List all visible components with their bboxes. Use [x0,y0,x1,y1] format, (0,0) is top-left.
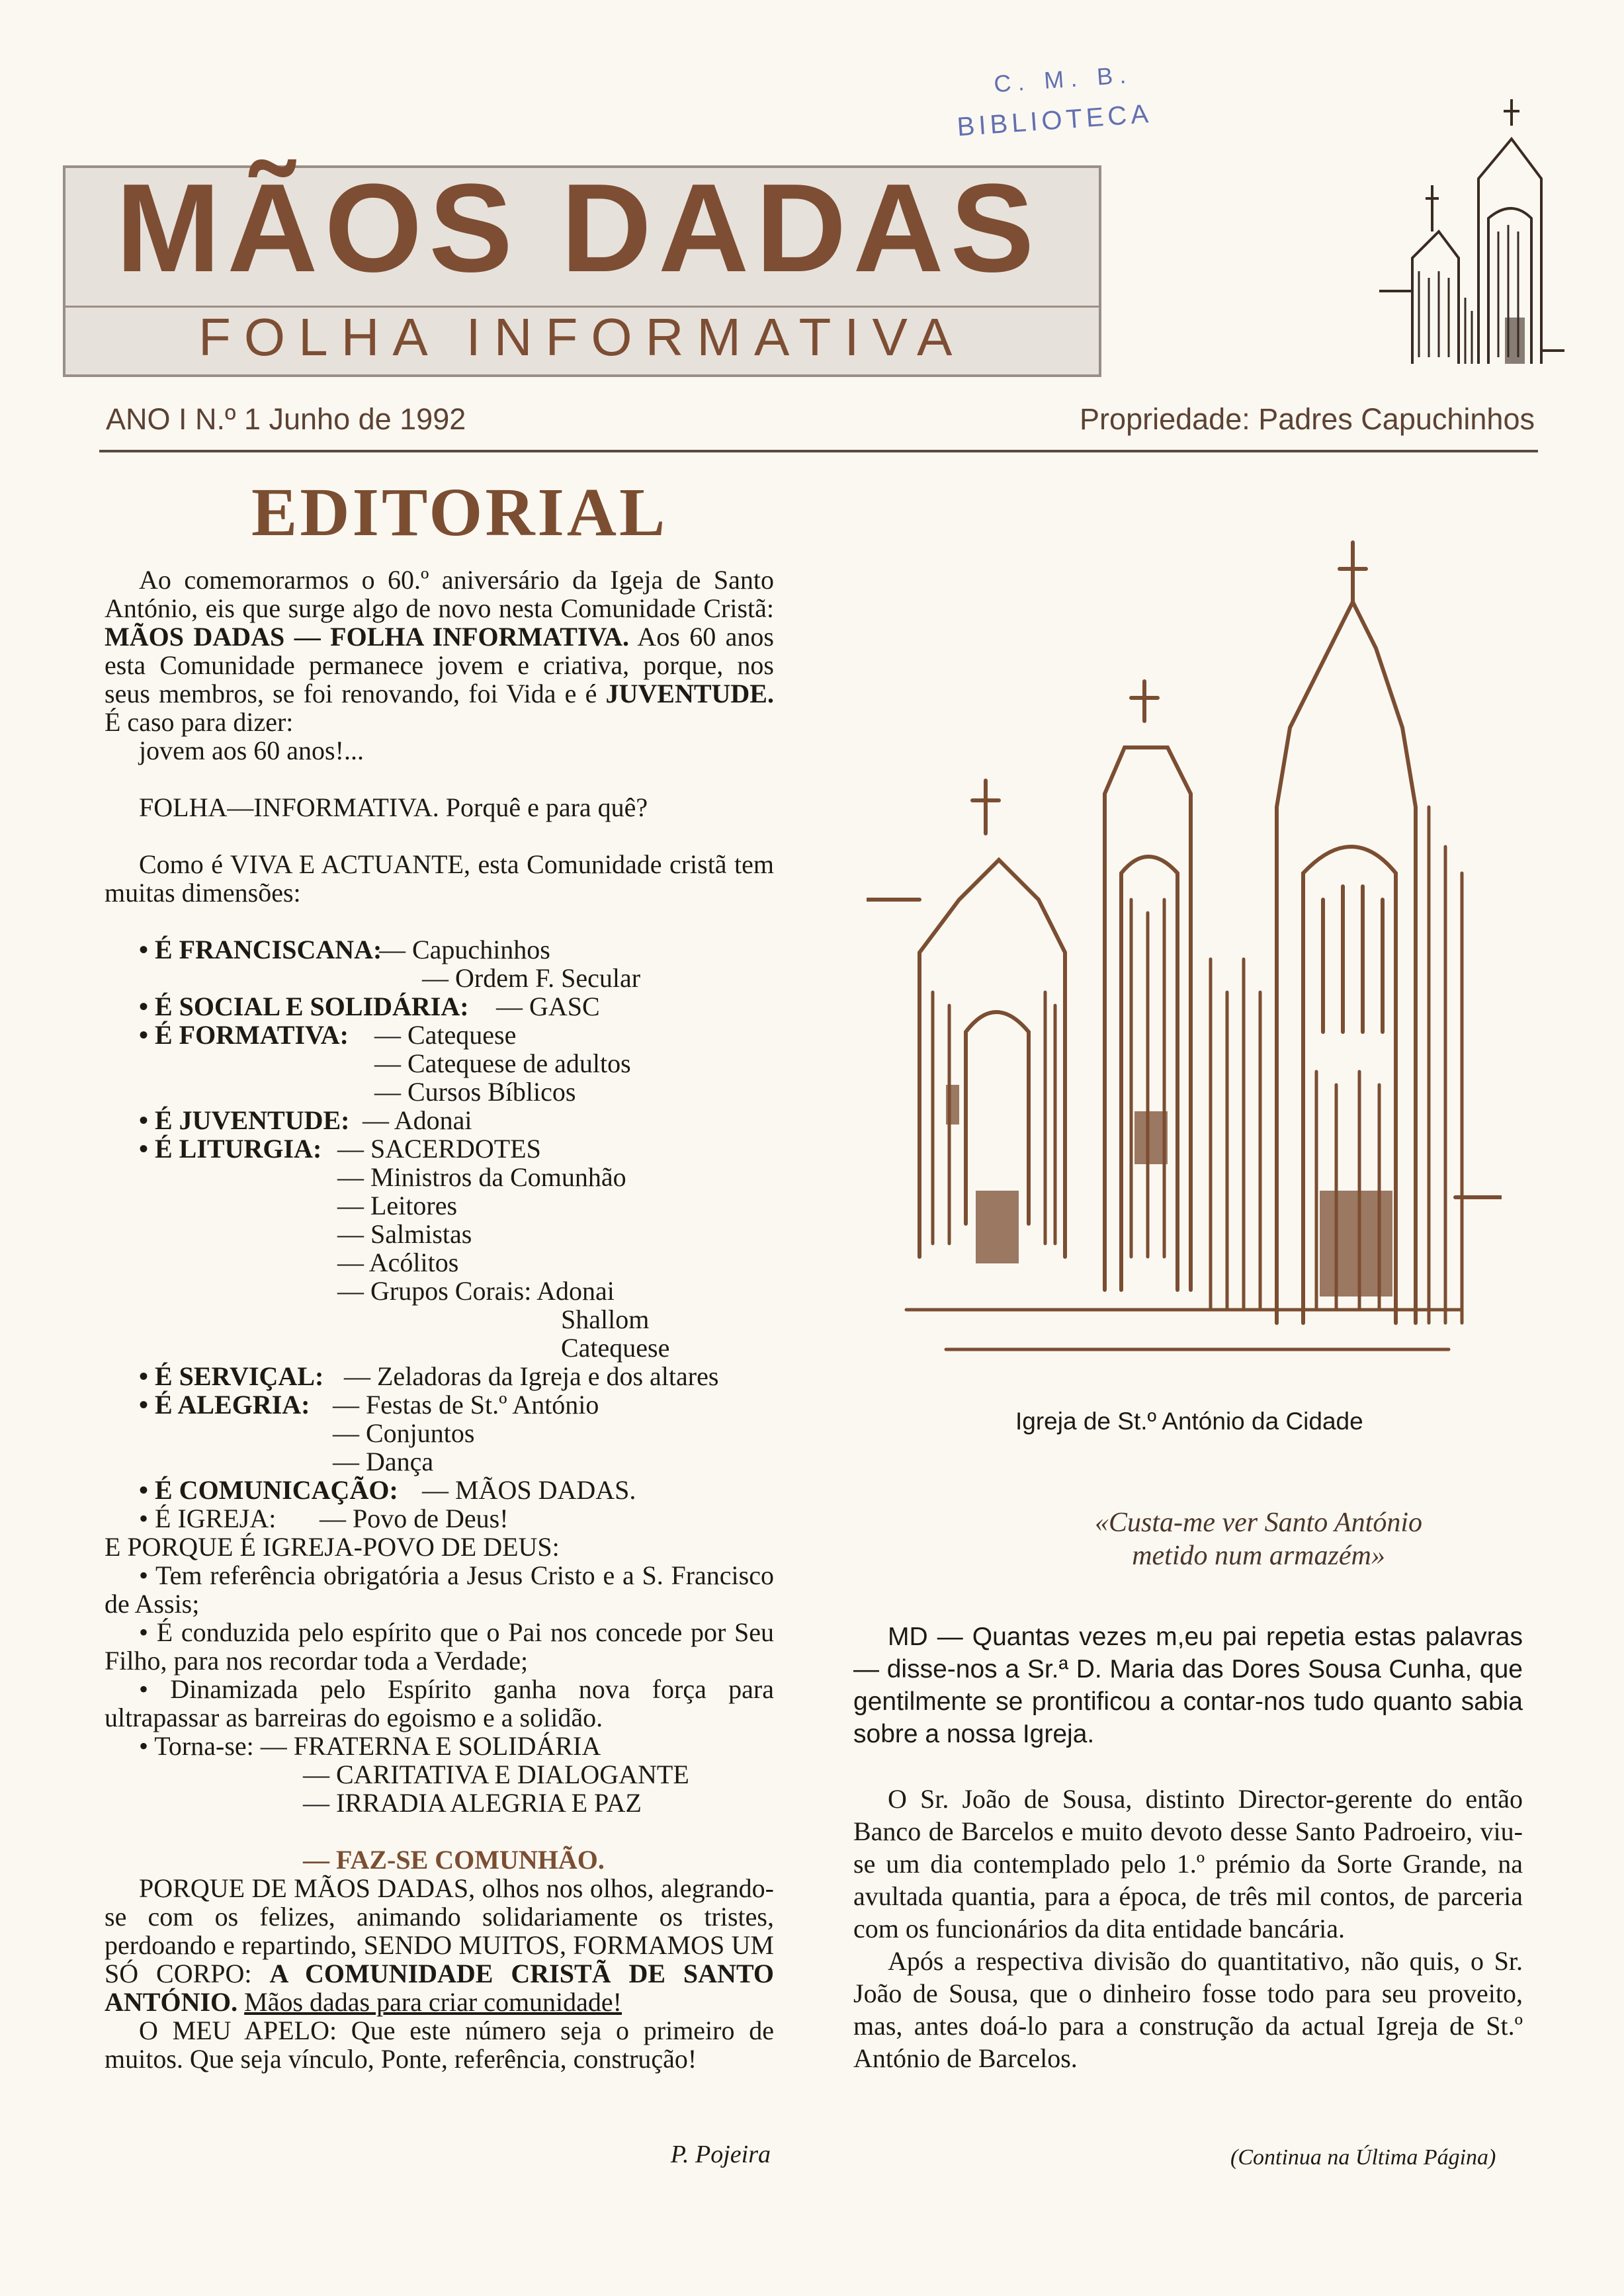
intro-text-2: Aos 60 anos esta Comunidade permanece jovem e criativa, porque, nos seus membros, se foi renovando, foi Vida e é [105,622,774,708]
list-item [105,992,774,1021]
article-paragraph-2: O Sr. João de Sousa, distinto Director-gerente do então Banco de Barcelos e muito devoto desse Santo Padroeiro, viu-se um dia contemplado pelo 1.º prémio da Sorte Grande, na avultada quantia, para a época, de três mil contos, de parceria com os funcionários da dita entidade bancária. [853,1784,1523,1943]
list-item [105,1334,774,1362]
list-label: • É FRANCISCANA: [139,935,382,964]
intro-highlight-title: MÃOS DADAS — FOLHA INFORMATIVA. [105,622,630,652]
list-item [105,1134,774,1163]
list-value: — Dança [333,1447,434,1476]
list-item [105,1447,774,1476]
list-value: — Festas de St.º António [333,1390,599,1420]
torna-row [105,1732,774,1760]
dimensions-list [105,935,774,1533]
list-value: — Grupos Corais: Adonai [337,1276,615,1306]
article-body [853,1621,1523,2074]
torna-line: — CARITATIVA E DIALOGANTE [303,1760,689,1789]
church-people-line: E PORQUE É IGREJA-POVO DE DEUS: [105,1532,560,1562]
list-item [105,964,774,992]
list-label: • É JUVENTUDE: [139,1105,350,1135]
stamp-line-2: BIBLIOTECA [956,99,1154,142]
library-stamp [953,60,1157,153]
illustration-caption: Igreja de St.º António da Cidade [1015,1408,1363,1435]
list-value: — Acólitos [337,1248,459,1277]
masthead-subtitle: FOLHA INFORMATIVA [198,308,966,366]
list-value: — Leitores [337,1191,458,1220]
intro-text-3: É caso para dizer: [105,707,294,737]
list-item [105,1504,774,1533]
list-item [105,1419,774,1447]
bullet-item: • Dinamizada pelo Espírito ganha nova força para ultrapassar as barreiras do egoismo e a solidão. [105,1674,774,1732]
header-rule [99,450,1538,452]
list-item [105,935,774,964]
list-value: — Salmistas [337,1219,472,1249]
editorial-signature: P. Pojeira [670,2141,771,2168]
closing-motto: Mãos dadas para criar comunidade! [244,1987,622,2017]
article-paragraph-3: Após a respectiva divisão do quantitativo, não quis, o Sr. João de Sousa, que o dinheiro fosse todo para seu proveito, mas, antes doá-lo para a construção da actual Igreja de St.º António de Barcelos. [853,1946,1523,2073]
list-item [105,1163,774,1191]
list-value: — Catequese de adultos [374,1048,631,1078]
list-value: Shallom [561,1304,650,1334]
article-paragraph-1: MD — Quantas vezes m,eu pai repetia estas palavras — disse-nos a Sr.ª D. Maria das Dores Sousa Cunha, que gentilmente se prontificou a contar-nos tudo quanto sabia sobre a nossa Igreja. [853,1623,1523,1748]
list-value: — Ministros da Comunhão [337,1162,626,1192]
list-value: — Povo de Deus! [320,1504,509,1533]
ownership-line: Propriedade: Padres Capuchinhos [1080,402,1535,436]
quote-line-1: «Custa-me ver Santo António [1095,1508,1423,1538]
editorial-dimensions-intro: Como é VIVA E ACTUANTE, esta Comunidade cristã tem muitas dimensões: [105,849,774,908]
torna-line: • Torna-se: — FRATERNA E SOLIDÁRIA [139,1731,601,1761]
list-item [105,1277,774,1305]
list-value: — Catequese [374,1020,517,1050]
torna-row [105,1789,774,1817]
masthead-title: MÃOS DADAS [116,158,1041,298]
list-value: — Cursos Bíblicos [374,1077,576,1107]
intro-highlight-youth: JUVENTUDE. [605,679,774,708]
list-value: Catequese [561,1333,670,1363]
list-item [105,1390,774,1419]
list-value: — MÃOS DADAS. [422,1475,636,1505]
closing-text: PORQUE DE MÃOS DADAS, olhos nos olhos, alegrando-se com os felizes, animando solidariamente os tristes, perdoando e repartindo, SENDO MUITOS, FORMAMOS UM SÓ CORPO: [105,1873,774,1988]
list-value: — Capuchinhos [379,935,550,964]
editorial-closing [105,1874,774,2016]
issue-line: ANO I N.º 1 Junho de 1992 [106,402,466,436]
torna-row [105,1760,774,1789]
bullet-item: • É conduzida pelo espírito que o Pai nos concede por Seu Filho, para nos recordar toda a Verdade; [105,1617,774,1676]
stamp-line-1: C. M. B. [993,60,1134,98]
bullet-item: • Tem referência obrigatória a Jesus Cristo e a S. Francisco de Assis; [105,1560,774,1619]
list-value: — SACERDOTES [337,1134,541,1164]
continued-note: (Continua na Última Página) [1230,2145,1496,2170]
list-label: • É LITURGIA: [139,1134,322,1164]
editorial-title: EDITORIAL [251,474,668,550]
list-item [105,1078,774,1106]
list-value: — GASC [496,992,600,1021]
article-quote [1095,1506,1422,1572]
list-item [105,1220,774,1248]
list-value: — Zeladoras da Igreja e dos altares [344,1361,719,1391]
list-item [105,1362,774,1390]
editorial-appeal: O MEU APELO: Que este número seja o primeiro de muitos. Que seja vínculo, Ponte, referência, construção! [105,2016,774,2074]
church-illustration [867,529,1502,1382]
editorial-why: FOLHA—INFORMATIVA. Porquê e para quê? [139,792,648,822]
list-item [105,1476,774,1504]
list-label: • É COMUNICAÇÃO: [139,1475,398,1505]
list-item [105,1305,774,1334]
masthead-church-sketch-icon [1373,99,1564,377]
editorial-body [105,566,774,2073]
list-label: • É SERVIÇAL: [139,1361,324,1391]
list-value: — Conjuntos [333,1418,475,1448]
list-item [105,1049,774,1078]
intro-young-line: jovem aos 60 anos!... [139,736,364,765]
list-value: — Adonai [363,1105,472,1135]
closing-community: A COMUNIDADE CRISTÃ DE SANTO ANTÓNIO. [105,1959,775,2017]
list-item [105,1248,774,1277]
list-item [105,1106,774,1134]
editorial-intro [105,566,774,736]
list-item [105,1191,774,1220]
list-value: — Ordem F. Secular [422,963,641,993]
list-item [105,1021,774,1049]
list-label: • É SOCIAL E SOLIDÁRIA: [139,992,469,1021]
quote-line-2: metido num armazém» [1132,1541,1385,1571]
torna-line: — IRRADIA ALEGRIA E PAZ [303,1788,642,1818]
communion-line: — FAZ-SE COMUNHÃO. [303,1845,605,1875]
list-label: • É ALEGRIA: [139,1390,310,1420]
list-label: • É IGREJA: [139,1504,277,1533]
intro-text-1: Ao comemorarmos o 60.º aniversário da Igeja de Santo António, eis que surge algo de novo nesta Comunidade Cristã: [105,565,774,623]
list-label: • É FORMATIVA: [139,1020,349,1050]
